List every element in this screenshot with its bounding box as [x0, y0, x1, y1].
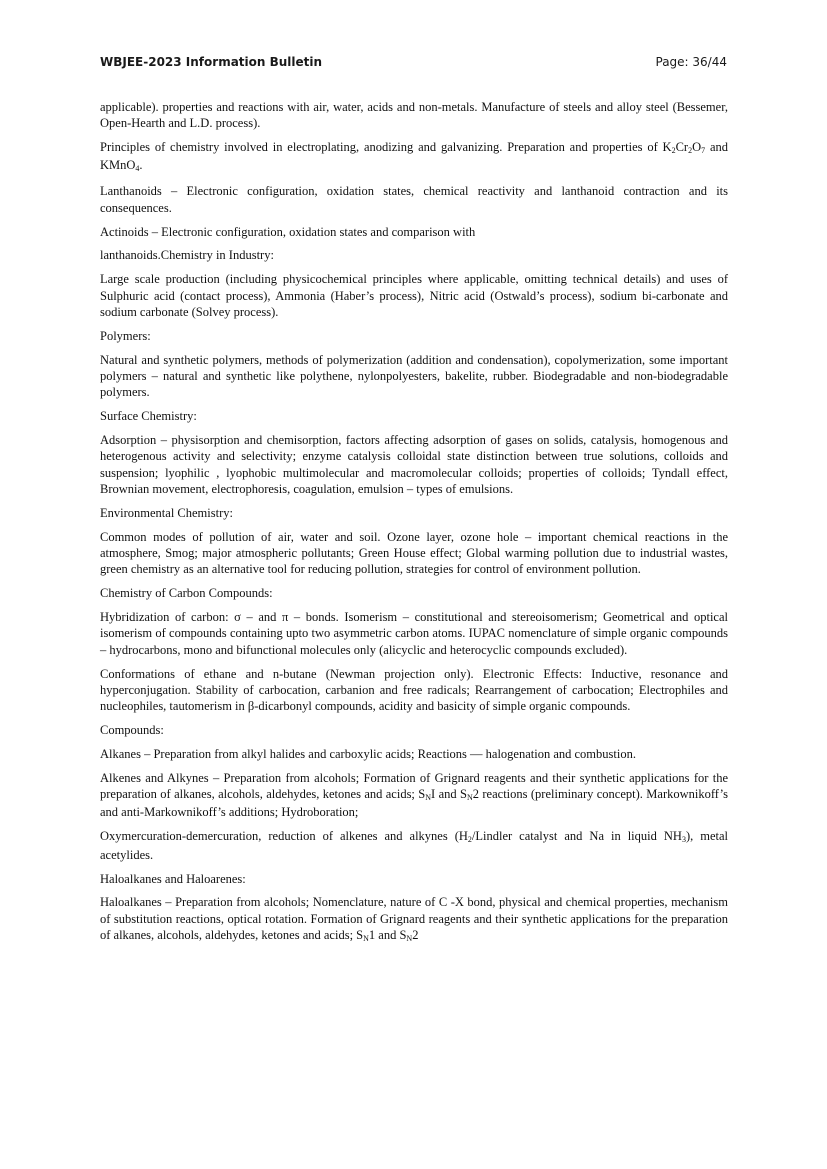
text-run: Cr — [675, 140, 689, 155]
body-paragraph: Large scale production (including physicochemical principles where applicable, omitting technical details) and uses of Sulphuric acid (contact process), Ammonia (Haber’s process), Nitric acid (Ostwald’s process), sodium bi-carbonate and sodium carbonate (Solvey process). — [100, 272, 728, 319]
text-run: 2 reactions (preliminary concept). Markownikoff’s and anti-Markownikoff’s additions; Hydroboration; — [100, 787, 728, 820]
text-run: O — [692, 140, 702, 155]
text-run: and KMnO — [100, 140, 728, 173]
body-paragraph: Actinoids – Electronic configuration, oxidation states and comparison with — [100, 224, 476, 239]
body-paragraph — [100, 828, 728, 863]
text-run: 1 and S — [368, 928, 407, 943]
section-heading: Environmental Chemistry: — [100, 505, 233, 520]
text-run: Oxymercuration-demercuration, reduction of alkenes and alkynes (H — [100, 829, 468, 844]
document-body — [100, 99, 728, 953]
body-paragraph — [100, 139, 728, 176]
page-header — [100, 55, 727, 73]
subscript: 4 — [135, 164, 140, 174]
text-run: ), metal acetylides. — [100, 829, 728, 862]
section-heading: Haloalkanes and Haloarenes: — [100, 871, 246, 886]
body-paragraph: Lanthanoids – Electronic configuration, oxidation states, chemical reactivity and lanthanoid contraction and its consequences. — [100, 184, 728, 215]
body-paragraph: Natural and synthetic polymers, methods of polymerization (addition and condensation), copolymerization, some important polymers – natural and synthetic like polythene, nylonpolyesters, bakelite, rubber. Biodegradable and non-biodegradable polymers. — [100, 352, 728, 400]
subscript: 2 — [688, 146, 693, 156]
text-run: I and S — [431, 787, 467, 802]
body-paragraph: applicable). properties and reactions with air, water, acids and non-metals. Manufacture of steels and alloy steel (Bessemer, Open-Hearth and L.D. process). — [100, 100, 728, 131]
body-paragraph — [100, 894, 728, 945]
subscript: 7 — [701, 146, 706, 156]
section-heading: Compounds: — [100, 723, 164, 738]
subscript: 2 — [671, 146, 676, 156]
body-paragraph: Adsorption – physisorption and chemisorption, factors affecting adsorption of gases on solids, catalysis, homogenous and heterogenous activity and selectivity; enzyme catalysis colloidal state distinction between true solutions, colloids and suspension; lyophilic , lyophobic multimolecular and macromolecular colloids; properties of colloids; Tyndall effect, Brownian movement, electrophoresis, coagulation, emulsion – types of emulsions. — [100, 433, 728, 496]
body-paragraph: Alkanes – Preparation from alkyl halides and carboxylic acids; Reactions — halogenation and combustion. — [100, 747, 636, 761]
subscript: N — [406, 934, 413, 944]
page-number: Page: 36/44 — [655, 55, 727, 69]
text-run: Principles of chemistry involved in electroplating, anodizing and galvanizing. Preparation and properties of K — [100, 140, 672, 155]
text-run: /Lindler catalyst and Na in liquid NH — [471, 829, 682, 844]
body-paragraph: Conformations of ethane and n-butane (Newman projection only). Electronic Effects: Inductive, resonance and hyperconjugation. Stability of carbocation, carbanion and free radicals; Rearrangement of carbocation; Electrophiles and nucleophiles, tautomerism in β-dicarbonyl compounds, acidity and basicity of simple organic compounds. — [100, 666, 728, 714]
subscript: 3 — [681, 835, 686, 845]
bulletin-title: WBJEE-2023 Information Bulletin — [100, 55, 323, 69]
text-run: . — [139, 158, 143, 173]
subscript: N — [425, 793, 432, 803]
body-paragraph — [100, 770, 728, 821]
subscript: N — [363, 934, 369, 944]
text-run: Haloalkanes – Preparation from alcohols; Nomenclature, nature of C -X bond, physical and chemical properties, mechanism of substitution reactions, optical rotation. Formation of Grignard reagents and their synthetic applications for the preparation of alkanes, alcohols, aldehydes, ketones and acids; S — [100, 895, 728, 943]
section-heading: Polymers: — [100, 328, 151, 343]
section-heading: Chemistry of Carbon Compounds: — [100, 586, 273, 601]
text-run: Alkenes and Alkynes – Preparation from alcohols; Formation of Grignard reagents and their synthetic applications for the preparation of alkanes, alcohols, aldehydes, ketones and acids; S — [100, 770, 728, 802]
subscript: N — [466, 793, 473, 803]
text-run: 2 — [412, 928, 419, 943]
body-paragraph: Hybridization of carbon: σ – and π – bonds. Isomerism – constitutional and stereoisomerism; Geometrical and optical isomerism of compounds containing upto two asymmetric carbon atoms. IUPAC nomenclature of simple organic compounds – hydrocarbons, mono and bifunctional molecules only (alicyclic and heterocyclic compounds excluded). — [100, 610, 728, 657]
subscript: 2 — [467, 835, 472, 845]
section-heading: Surface Chemistry: — [100, 409, 197, 424]
body-paragraph: Common modes of pollution of air, water and soil. Ozone layer, ozone hole – important chemical reactions in the atmosphere, Smog; major atmospheric pollutants; Green House effect; Global warming pollution due to industrial wastes, green chemistry as an alternative tool for reducing pollution, strategies for control of environment pollution. — [100, 529, 728, 577]
body-paragraph: lanthanoids.Chemistry in Industry: — [100, 248, 274, 263]
